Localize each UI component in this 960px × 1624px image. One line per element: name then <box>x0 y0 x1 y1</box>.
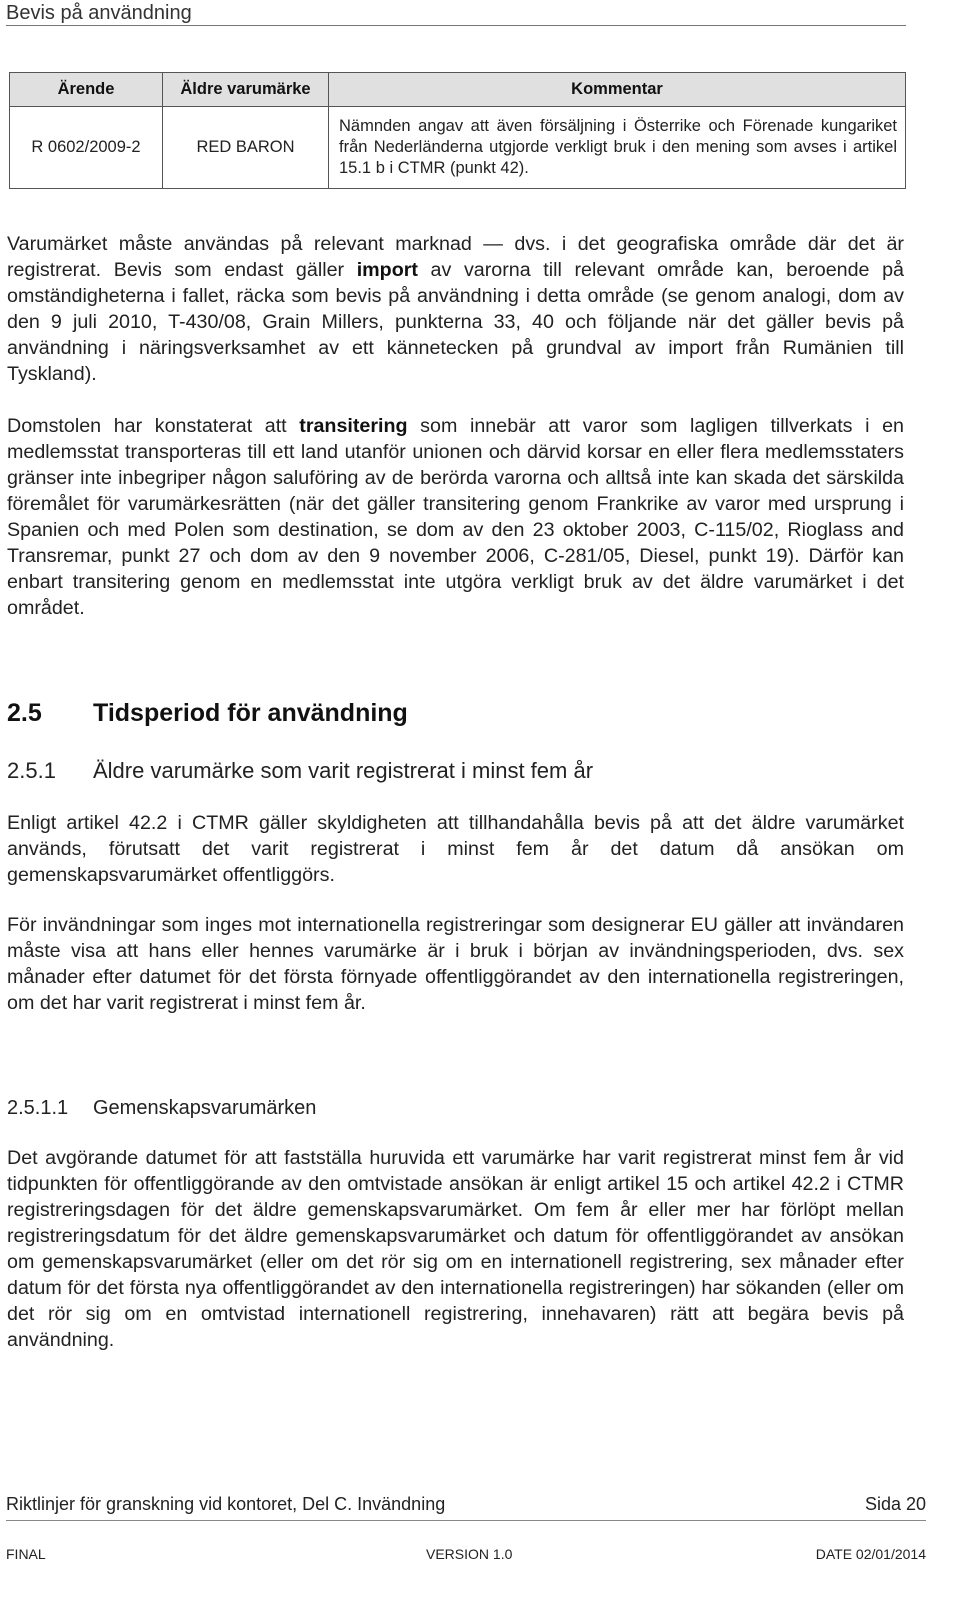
paragraph-international-registrations: För invändningar som inges mot internationella registreringar som designerar EU gäller att invändaren måste visa att hans eller hennes varumärke är i bruk i början av invändningsperioden, dvs. sex månader efter datumet för det första förnyade offentliggörandet av den internationella registreringen, om det har varit registrerat i minst fem år. <box>7 914 904 1014</box>
paragraph-article-42: Enligt artikel 42.2 i CTMR gäller skyldigheten att tillhandahålla bevis på att det äldre varumärket används, förutsatt det varit registrerat i minst fem år det datum då ansökan om gemenskapsvarumärket offentliggörs. <box>7 812 904 886</box>
case-table <box>9 72 906 189</box>
page-header-title: Bevis på användning <box>6 2 192 24</box>
column-header-earlier-mark: Äldre varumärke <box>163 73 329 107</box>
table-header-row <box>10 73 906 107</box>
footer-document-title: Riktlinjer för granskning vid kontoret, Del C. Invändning <box>6 1494 446 1514</box>
column-header-comment: Kommentar <box>329 73 906 107</box>
section-heading-2-5-1: 2.5.1 Äldre varumärke som varit registrerat i minst fem år <box>7 758 594 783</box>
bold-transit: transitering <box>299 415 408 437</box>
cell-earlier-mark: RED BARON <box>163 107 329 189</box>
footer-version: VERSION 1.0 <box>426 1546 513 1562</box>
section-heading-2-5: 2.5 Tidsperiod för användning <box>7 699 408 727</box>
footer-status: FINAL <box>6 1546 46 1562</box>
cell-comment: Nämnden angav att även försäljning i Österrike och Förenade kungariket från Nederländerna utgjorde verkligt bruk i den mening som avses i artikel 15.1 b i CTMR (punkt 42). <box>329 107 906 189</box>
paragraph-community-trademarks: Det avgörande datumet för att fastställa huruvida ett varumärke har varit registrerat minst fem år vid tidpunkten för offentliggörande av den omtvistade ansökan är enligt artikel 15 och artikel 42.2 i CTMR registreringsdagen för det äldre gemenskapsvarumärket. Om fem år eller mer har förlöpt mellan registreringsdatum för det äldre gemenskapsvarumärket och datum för offentliggörandet av ansökan om gemenskapsvarumärket (eller om det rör sig om en internationell registrering, sex månader efter datum för det första nya offentliggörandet av den internationella registreringen) har sökanden (eller om det rör sig om en omtvistad internationell registrering, innehavaren) rätt att begära bevis på användning. <box>7 1147 904 1351</box>
footer-divider <box>6 1520 926 1521</box>
table-row <box>10 107 906 189</box>
footer-page-number: Sida 20 <box>864 1494 926 1514</box>
section-heading-2-5-1-1: 2.5.1.1 Gemenskapsvarumärken <box>7 1097 317 1119</box>
paragraph-transit: Domstolen har konstaterat att transitering som innebär att varor som lagligen tillverkats i en medlemsstat transporteras till ett land utanför unionen och därvid korsar en eller flera medlemsstaters gränser inte inbegriper någon saluföring av de berörda varorna och alltså inte kan skada det särskilda föremålet för varumärkesrätten (när det gäller transitering genom Frankrike av varor med ursprung i Spanien och med Polen som destination, se dom av den 23 oktober 2003, C-115/02, Rioglass and Transremar, punkt 27 och dom av den 9 november 2006, C-281/05, Diesel, punkt 19). Därför kan enbart transitering genom en medlemsstat inte utgöra verkligt bruk av det äldre varumärket i det området. <box>7 415 904 619</box>
header-divider <box>6 25 906 26</box>
column-header-case: Ärende <box>10 73 163 107</box>
paragraph-relevant-market: Varumärket måste användas på relevant marknad — dvs. i det geografiska område där det är registrerat. Bevis som endast gäller import av varorna till relevant område kan, beroende på omständigheterna i fallet, räcka som bevis på användning i detta område (se genom analogi, dom av den 9 juli 2010, T-430/08, Grain Millers, punkterna 33, 40 och följande när det gäller bevis på användning i näringsverksamhet av ett kännetecken på grundval av import från Rumänien till Tyskland). <box>7 233 904 385</box>
footer-main <box>6 1491 926 1517</box>
bold-import: import <box>356 259 418 281</box>
footer-date: DATE 02/01/2014 <box>815 1546 926 1562</box>
cell-case-number: R 0602/2009-2 <box>10 107 163 189</box>
